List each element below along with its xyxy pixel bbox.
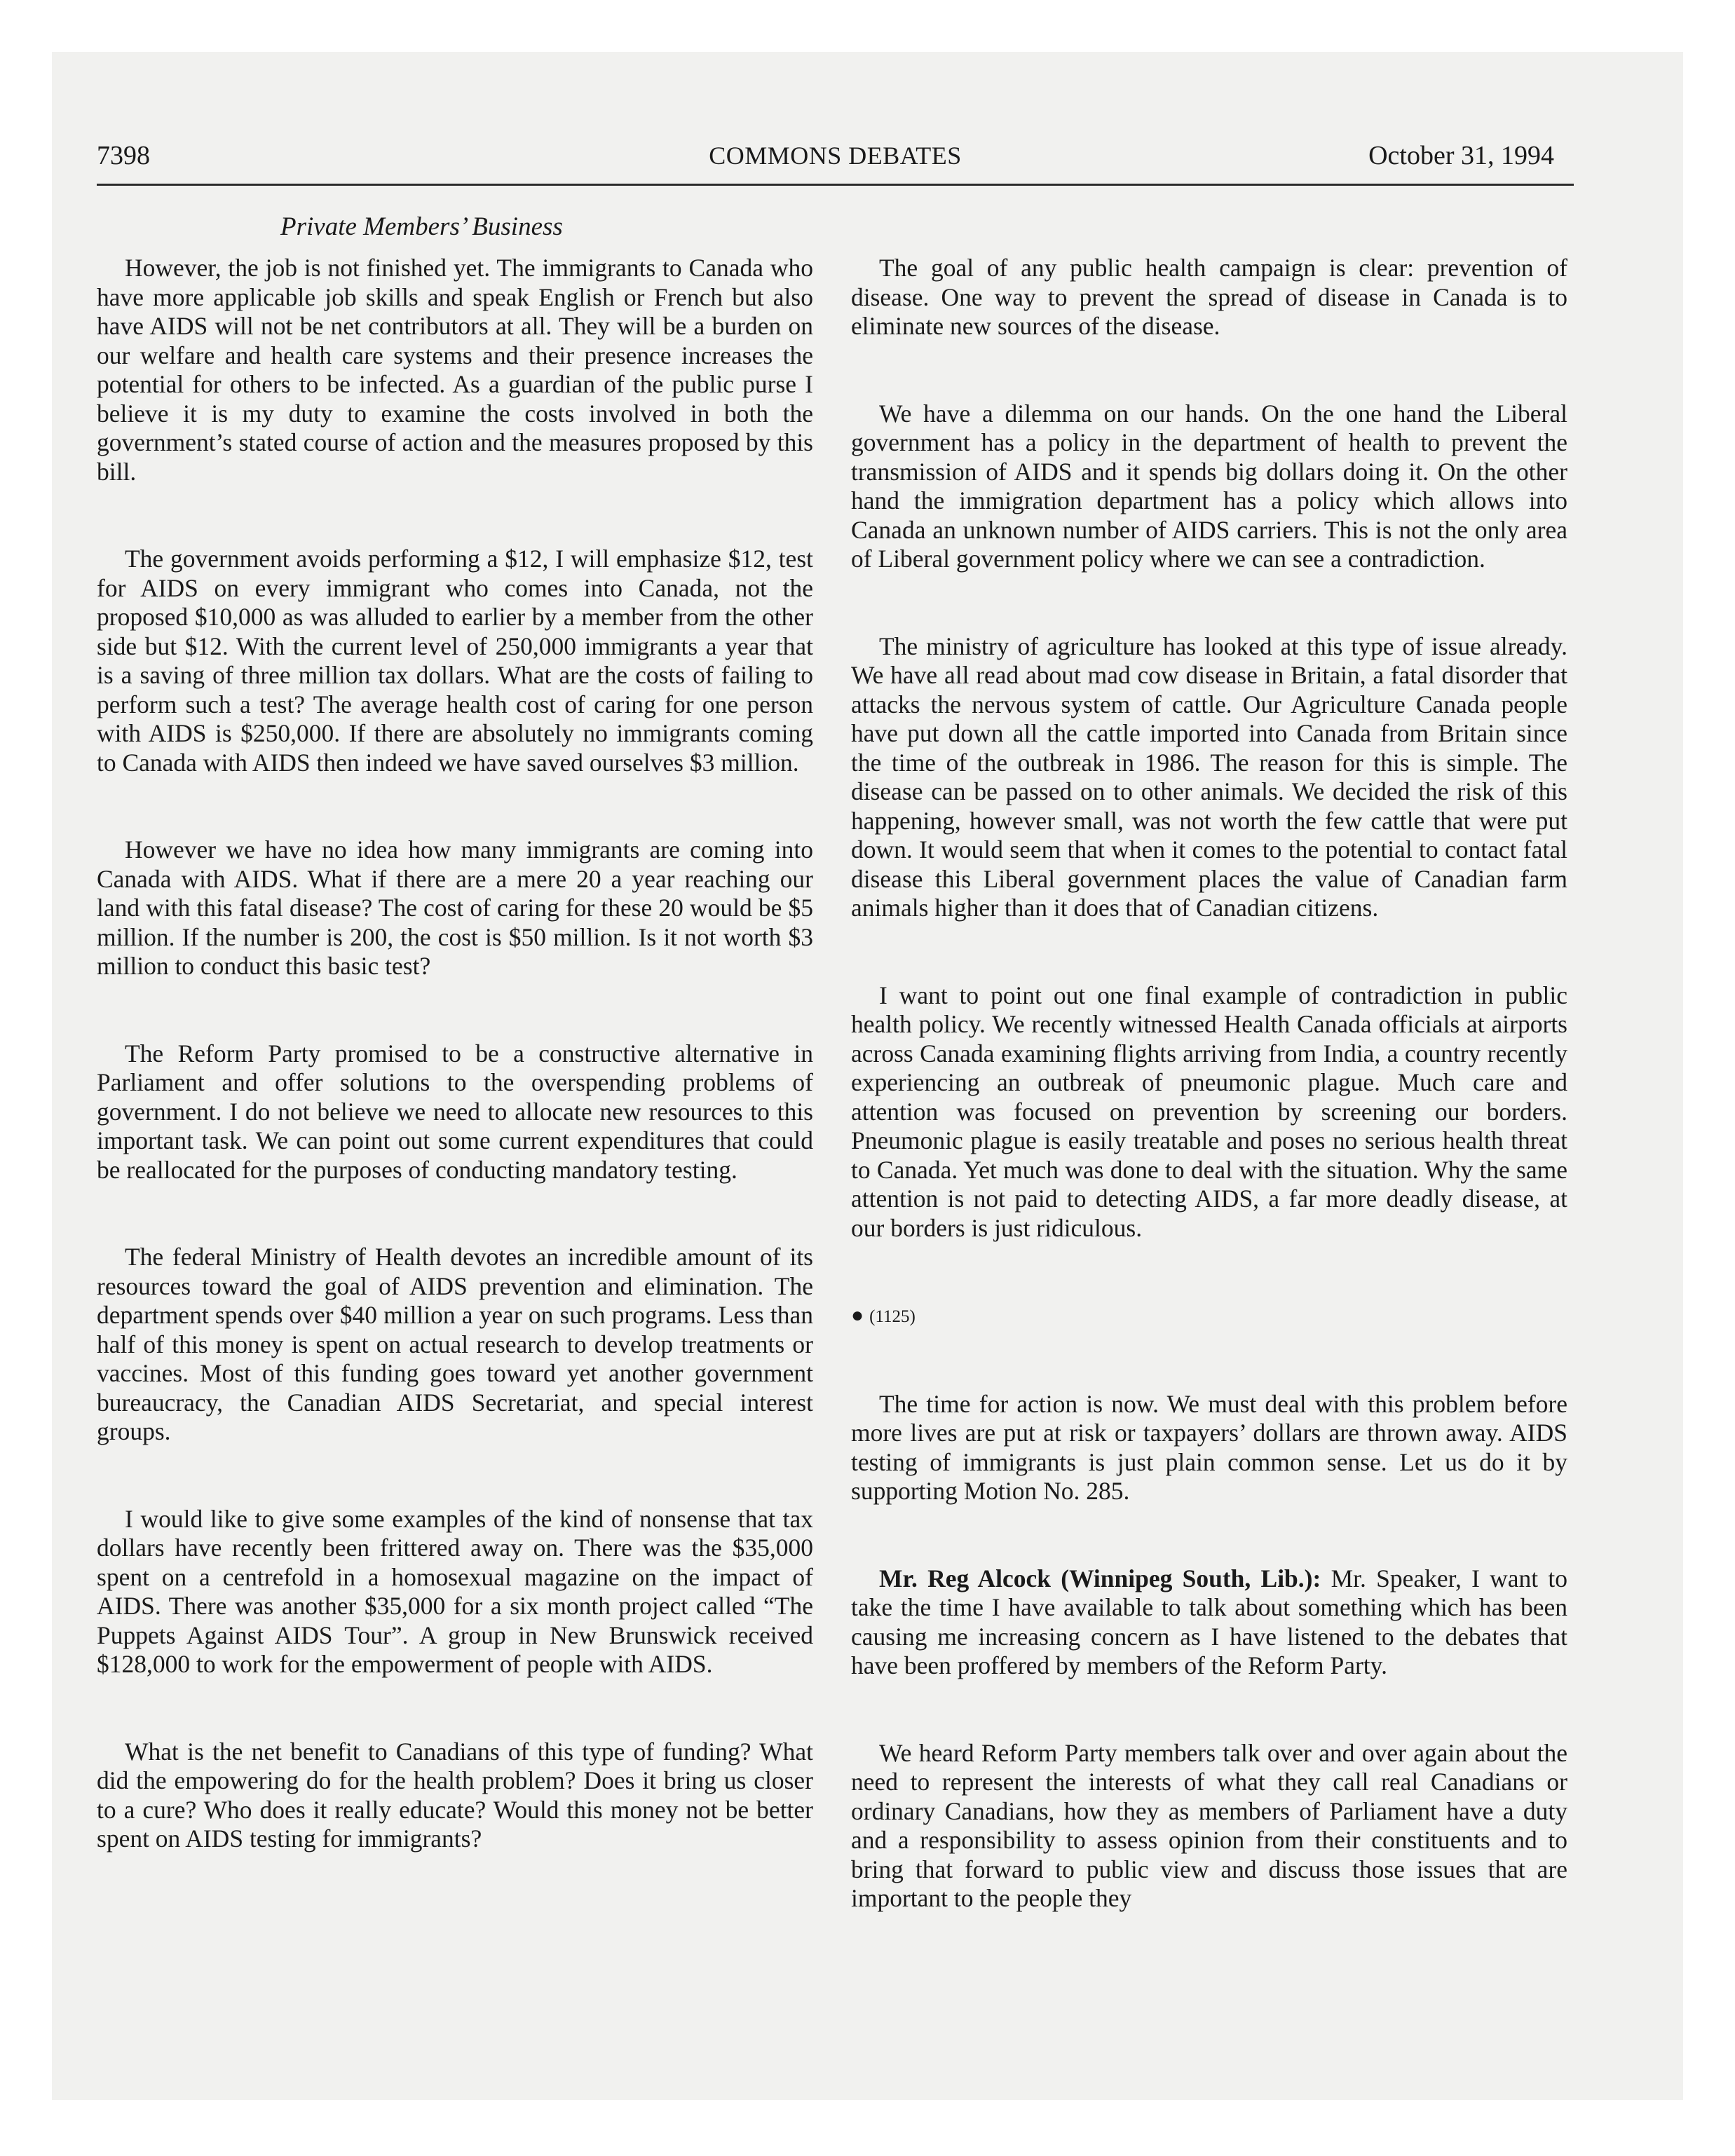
paragraph: We have a dilemma on our hands. On the one hand the Liberal government has a policy in the department of health to prevent the transmission of AIDS and it spends big dollars doing it. On the other hand the immigration department has a policy which allows into Canada an unknown number of AIDS carriers. This is not the only area of Liberal government policy where we can see a contradiction. — [851, 399, 1567, 573]
page-header — [97, 139, 1574, 186]
left-column — [97, 254, 813, 1854]
paragraph: The time for action is now. We must deal with this problem before more lives are put at risk or taxpayers’ dollars are thrown away. AIDS testing of immigrants is just plain common sense. Let us do it by supporting Motion No. 285. — [851, 1389, 1567, 1505]
paragraph: The goal of any public health campaign is clear: prevention of disease. One way to prevent the spread of disease in Canada is to eliminate new sources of the disease. — [851, 254, 1567, 340]
time-marker — [851, 1301, 1567, 1332]
paragraph: What is the net benefit to Canadians of this type of funding? What did the empowering do for the health problem? Does it bring us closer to a cure? Who does it really educate? Would this money not be better spent on AIDS testing for immigrants? — [97, 1737, 813, 1853]
paragraph: The federal Ministry of Health devotes an incredible amount of its resources toward the goal of AIDS prevention and elimination. The department spends over $40 million a year on such programs. Less than half of this money is spent on actual research to develop treatments or vaccines. Most of this funding goes toward yet another government bureaucracy, the Canadian AIDS Secretariat, and special interest groups. — [97, 1243, 813, 1445]
paragraph: I want to point out one final example of contradiction in public health policy. We recently witnessed Health Canada officials at airports across Canada examining flights arriving from India, a country recently experiencing an outbreak of pneumonic plague. Much care and attention was focused on prevention by screening our borders. Pneumonic plague is easily treatable and poses no serious health threat to Canada. Yet much was done to deal with the situation. Why the same attention is not paid to detecting AIDS, a far more deadly disease, at our borders is just ridiculous. — [851, 981, 1567, 1242]
paragraph: The government avoids performing a $12, I will emphasize $12, test for AIDS on every immigrant who comes into Canada, not the proposed $10,000 as was alluded to earlier by a member from the other side but $12. With the current level of 250,000 immigrants a year that is a saving of three million tax dollars. What are the costs of failing to perform such a test? The average health cost of caring for one person with AIDS is $250,000. If there are absolutely no immigrants coming to Canada with AIDS then indeed we have saved ourselves $3 million. — [97, 545, 813, 777]
paragraph: The Reform Party promised to be a constructive alternative in Parliament and offer solutions to the overspending problems of government. I do not believe we need to allocate new resources to this important task. We can point out some current expenditures that could be reallocated for the purposes of conducting mandatory testing. — [97, 1039, 813, 1184]
right-column — [851, 254, 1567, 1913]
page-number: 7398 — [97, 141, 150, 170]
header-date: October 31, 1994 — [1368, 141, 1554, 170]
speaker-text: Mr. Speaker, I want to take the time I have available to talk about something which has been causing me increasing concern as I have listened to the debates that have been proffered by members of the Reform Party. — [851, 1564, 1567, 1679]
paragraph: The ministry of agriculture has looked at this type of issue already. We have all read about mad cow disease in Britain, a fatal disorder that attacks the nervous system of cattle. Our Agriculture Canada people have put down all the cattle imported into Canada from Britain since the time of the outbreak in 1986. The reason for this is simple. The disease can be passed on to other animals. We decided the risk of this happening, however small, was not worth the few cattle that were put down. It would seem that when it comes to the potential to contact fatal disease this Liberal government places the value of Canadian farm animals higher than it does that of Canadian citizens. — [851, 632, 1567, 922]
bullet-icon: ● — [851, 1304, 864, 1327]
publication-title: COMMONS DEBATES — [709, 142, 962, 170]
paragraph: We heard Reform Party members talk over and over again about the need to represent the interests of what they call real Canadians or ordinary Canadians, how they as members of Parliament have a duty and a responsibility to assess opinion from their constituents and to bring that forward to public view and discuss those issues that are important to the people they — [851, 1738, 1567, 1912]
paragraph: However we have no idea how many immigrants are coming into Canada with AIDS. What if there are a mere 20 a year reaching our land with this fatal disease? The cost of caring for these 20 would be $5 million. If the number is 200, the cost is $50 million. Is it not worth $3 million to conduct this basic test? — [97, 835, 813, 980]
paragraph: However, the job is not finished yet. The immigrants to Canada who have more applicable job skills and speak English or French but also have AIDS will not be net contributors at all. They will be a burden on our welfare and health care systems and their presence increases the potential for others to be infected. As a guardian of the public purse I believe it is my duty to examine the costs involved in both the government’s stated course of action and the measures proposed by this bill. — [97, 254, 813, 486]
speaker-paragraph — [851, 1564, 1567, 1681]
speaker-name: Mr. Reg Alcock (Winnipeg South, Lib.): — [879, 1564, 1321, 1592]
section-label: Private Members’ Business — [280, 212, 563, 241]
paragraph: I would like to give some examples of the kind of nonsense that tax dollars have recently been frittered away on. There was the $35,000 spent on a centrefold in a homosexual magazine on the impact of AIDS. There was another $35,000 for a six month project called “The Puppets Against AIDS Tour”. A group in New Brunswick received $128,000 to work for the empowerment of people with AIDS. — [97, 1504, 813, 1678]
time-marker-text: (1125) — [869, 1307, 916, 1326]
